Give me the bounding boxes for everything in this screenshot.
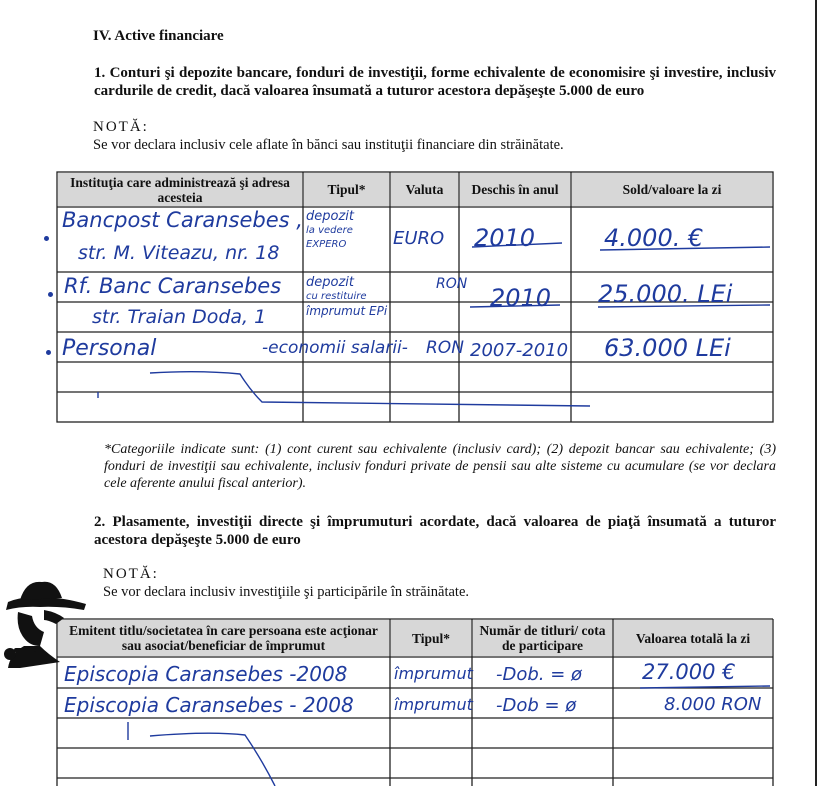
t2-row1-type: împrumut bbox=[394, 664, 473, 683]
t1-row2-institution: Rf. Banc Caransebes bbox=[64, 274, 282, 298]
t1-header-sold: Sold/valoare la zi bbox=[572, 173, 772, 206]
t2-row1-issuer: Episcopia Caransebes -2008 bbox=[64, 662, 348, 686]
t2-header-tipul: Tipul* bbox=[391, 620, 471, 656]
item1-footnote: *Categoriile indicate sunt: (1) cont curent sau echivalente (inclusiv card); (2) depozit bancar sau echivalente; (3) fonduri de investiţii sau echivalente, inclusiv fonduri private de pensii sau alte sisteme cu acumulare (se vor declara cele aferente anului fiscal anterior). bbox=[104, 442, 776, 491]
item1-nota-label: NOTĂ: bbox=[93, 119, 149, 135]
t1-row1-address: str. M. Viteazu, nr. 18 bbox=[78, 242, 280, 264]
t1-row1-balance: 4.000. € bbox=[604, 224, 704, 252]
section-title: IV. Active financiare bbox=[93, 28, 224, 44]
t1-row3-balance: 63.000 LEi bbox=[604, 334, 731, 362]
t1-header-valuta: Valuta bbox=[391, 173, 458, 206]
spy-icon bbox=[0, 576, 92, 668]
t2-row1-value: 27.000 € bbox=[642, 660, 736, 684]
item1-heading: 1. Conturi şi depozite bancare, fonduri de investiţii, forme echivalente de economisire şi investire, inclusiv cardurile de credit, dacă valoarea însumată a tuturor acestora depăşeşte 5.000 de euro bbox=[94, 65, 776, 99]
t1-row3-currency: RON bbox=[426, 338, 464, 358]
t2-row2-value: 8.000 RON bbox=[664, 694, 762, 715]
item2-nota-text: Se vor declara inclusiv investiţiile şi participările în străinătate. bbox=[103, 584, 470, 600]
t1-header-deschis: Deschis în anul bbox=[460, 173, 570, 206]
t1-row2-balance: 25.000. LEi bbox=[598, 280, 733, 308]
t1-row1-year: 2010 bbox=[474, 224, 536, 252]
t2-row2-issuer: Episcopia Caransebes - 2008 bbox=[64, 693, 354, 717]
t2-header-emitent: Emitent titlu/societatea în care persoana este acţionar sau asociat/beneficiar de împrumut bbox=[58, 620, 389, 656]
t1-row3-year: 2007-2010 bbox=[470, 340, 569, 361]
t1-row1-type: depozit la vedere EXPERO bbox=[306, 209, 354, 250]
t1-row2-type: depozit cu restituire împrumut EPi bbox=[306, 275, 388, 318]
t2-row1-share: -Dob. = ø bbox=[496, 664, 583, 685]
item2-heading: 2. Plasamente, investiţii directe şi împrumuturi acordate, dacă valoarea de piaţă însumată a tuturor acestora depăşeşte 5.000 de euro bbox=[94, 514, 776, 548]
t1-row2-address: str. Traian Doda, 1 bbox=[92, 306, 267, 328]
t1-row2-year: 2010 bbox=[490, 284, 552, 312]
t2-row2-type: împrumut bbox=[394, 695, 473, 714]
item2-nota-label: NOTĂ: bbox=[103, 566, 159, 582]
item1-nota-text: Se vor declara inclusiv cele aflate în bănci sau instituţii financiare din străinătate. bbox=[93, 137, 564, 153]
t1-row2-currency: RON bbox=[436, 276, 468, 292]
t1-row1-currency: EURO bbox=[393, 228, 445, 249]
t2-header-valoare: Valoarea totală la zi bbox=[614, 620, 772, 656]
t1-row3-type: -economii salarii- bbox=[262, 338, 408, 358]
t1-header-institutie: Instituţia care administrează şi adresa acesteia bbox=[58, 173, 302, 206]
t1-row1-institution: Bancpost Caransebes , bbox=[62, 208, 303, 232]
t1-header-tipul: Tipul* bbox=[304, 173, 389, 206]
t1-row3-institution: Personal bbox=[62, 336, 157, 361]
t2-row2-share: -Dob = ø bbox=[496, 695, 577, 716]
t2-header-numar: Număr de titluri/ cota de participare bbox=[473, 620, 612, 656]
